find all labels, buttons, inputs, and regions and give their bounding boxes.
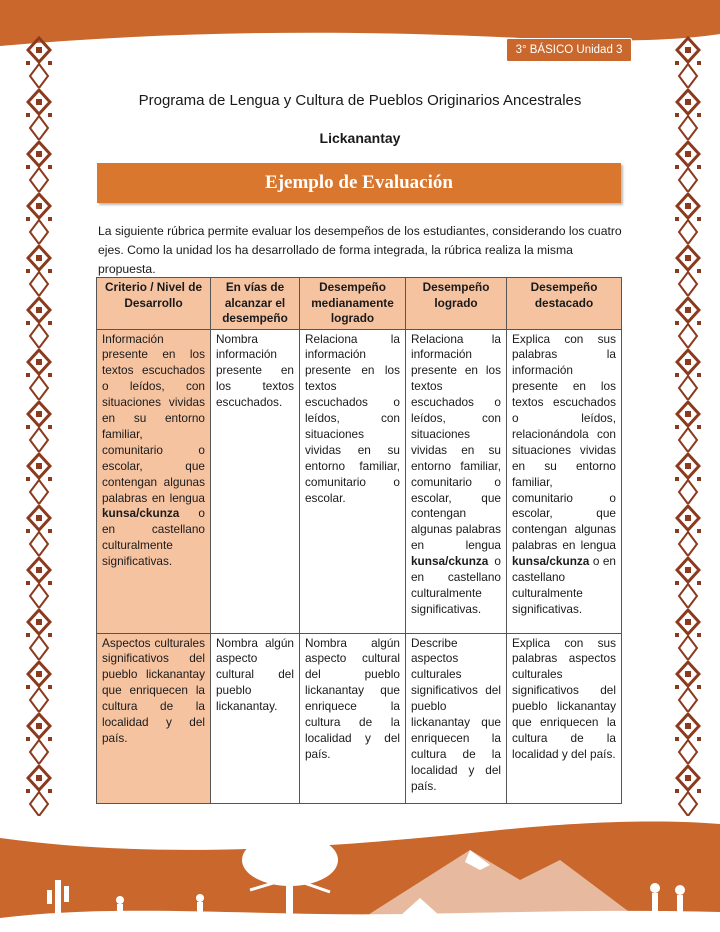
cell-text: Información presente en los textos escuchados o leídos, con situaciones vividas en su entorno familiar, comunitario o escolar, que contengan algunas palabras en lengua — [102, 331, 205, 505]
cell-text: Relaciona la información presente en los textos escuchados o leídos, con situaciones vividas en su entorno familiar, comunitario o escolar, que contengan algunas palabras en lengua — [411, 331, 501, 553]
table-header-cell: Criterio / Nivel de Desarrollo — [97, 278, 211, 330]
program-title: Programa de Lengua y Cultura de Pueblos Originarios Ancestrales — [138, 92, 582, 109]
level-cell — [406, 329, 507, 633]
left-pattern-border — [26, 36, 52, 816]
people-name: Lickanantay — [319, 130, 401, 146]
criterion-cell: Aspectos culturales significativos del pueblo lickanantay que enriquecen la cultura de la localidad y del país. — [97, 633, 211, 803]
level-cell — [507, 329, 622, 633]
section-title: Ejemplo de Evaluación — [265, 172, 453, 193]
rubric-table — [96, 277, 622, 804]
level-cell: Nombra algún aspecto cultural del pueblo lickanantay. — [211, 633, 300, 803]
cell-bold-text: kunsa/ckunza — [411, 554, 489, 569]
footer-landscape-illustration — [0, 820, 720, 932]
cell-text: o en castellano culturalmente significativas. — [102, 506, 205, 569]
level-cell: Describe aspectos culturales significativos del pueblo lickanantay que enriquecen la cultura de la localidad y del país. — [406, 633, 507, 803]
cell-bold-text: kunsa/ckunza — [512, 554, 590, 569]
table-header-row — [97, 278, 622, 330]
section-title-box — [97, 163, 621, 203]
criterion-cell — [97, 329, 211, 633]
table-row — [97, 633, 622, 803]
cell-text: o en castellano culturalmente significativas. — [512, 554, 616, 616]
intro-paragraph: La siguiente rúbrica permite evaluar los desempeños de los estudiantes, considerando los cuatro ejes. Como la unidad los ha desarrollado de forma integrada, la rúbrica realiza la misma propuesta. — [98, 224, 622, 276]
cell-bold-text: kunsa/ckunza — [102, 506, 180, 521]
right-pattern-border — [675, 36, 701, 816]
level-cell: Nombra información presente en los textos escuchados. — [211, 329, 300, 633]
level-cell: Relaciona la información presente en los textos escuchados o leídos, con situaciones vividas en su entorno familiar, comunitario o escolar. — [300, 329, 406, 633]
table-row — [97, 329, 622, 633]
grade-unit-badge: 3° BÁSICO Unidad 3 — [506, 38, 632, 62]
cell-text: o en castellano culturalmente significativas. — [411, 554, 501, 616]
level-cell: Explica con sus palabras aspectos culturales significativos del pueblo lickanantay que enriquecen la cultura de la localidad y del país. — [507, 633, 622, 803]
level-cell: Nombra algún aspecto cultural del pueblo lickanantay que enriquece la cultura de la localidad y del país. — [300, 633, 406, 803]
table-header-cell: En vías de alcanzar el desempeño — [211, 278, 300, 330]
cell-text: Explica con sus palabras la información presente en los textos escuchados o leídos, relacionándola con situaciones vividas en su entorno familiar, comunitario o escolar, que contengan algunas palabras en lengua — [512, 331, 616, 553]
table-header-cell: Desempeño destacado — [507, 278, 622, 330]
table-header-cell: Desempeño medianamente logrado — [300, 278, 406, 330]
table-header-cell: Desempeño logrado — [406, 278, 507, 330]
